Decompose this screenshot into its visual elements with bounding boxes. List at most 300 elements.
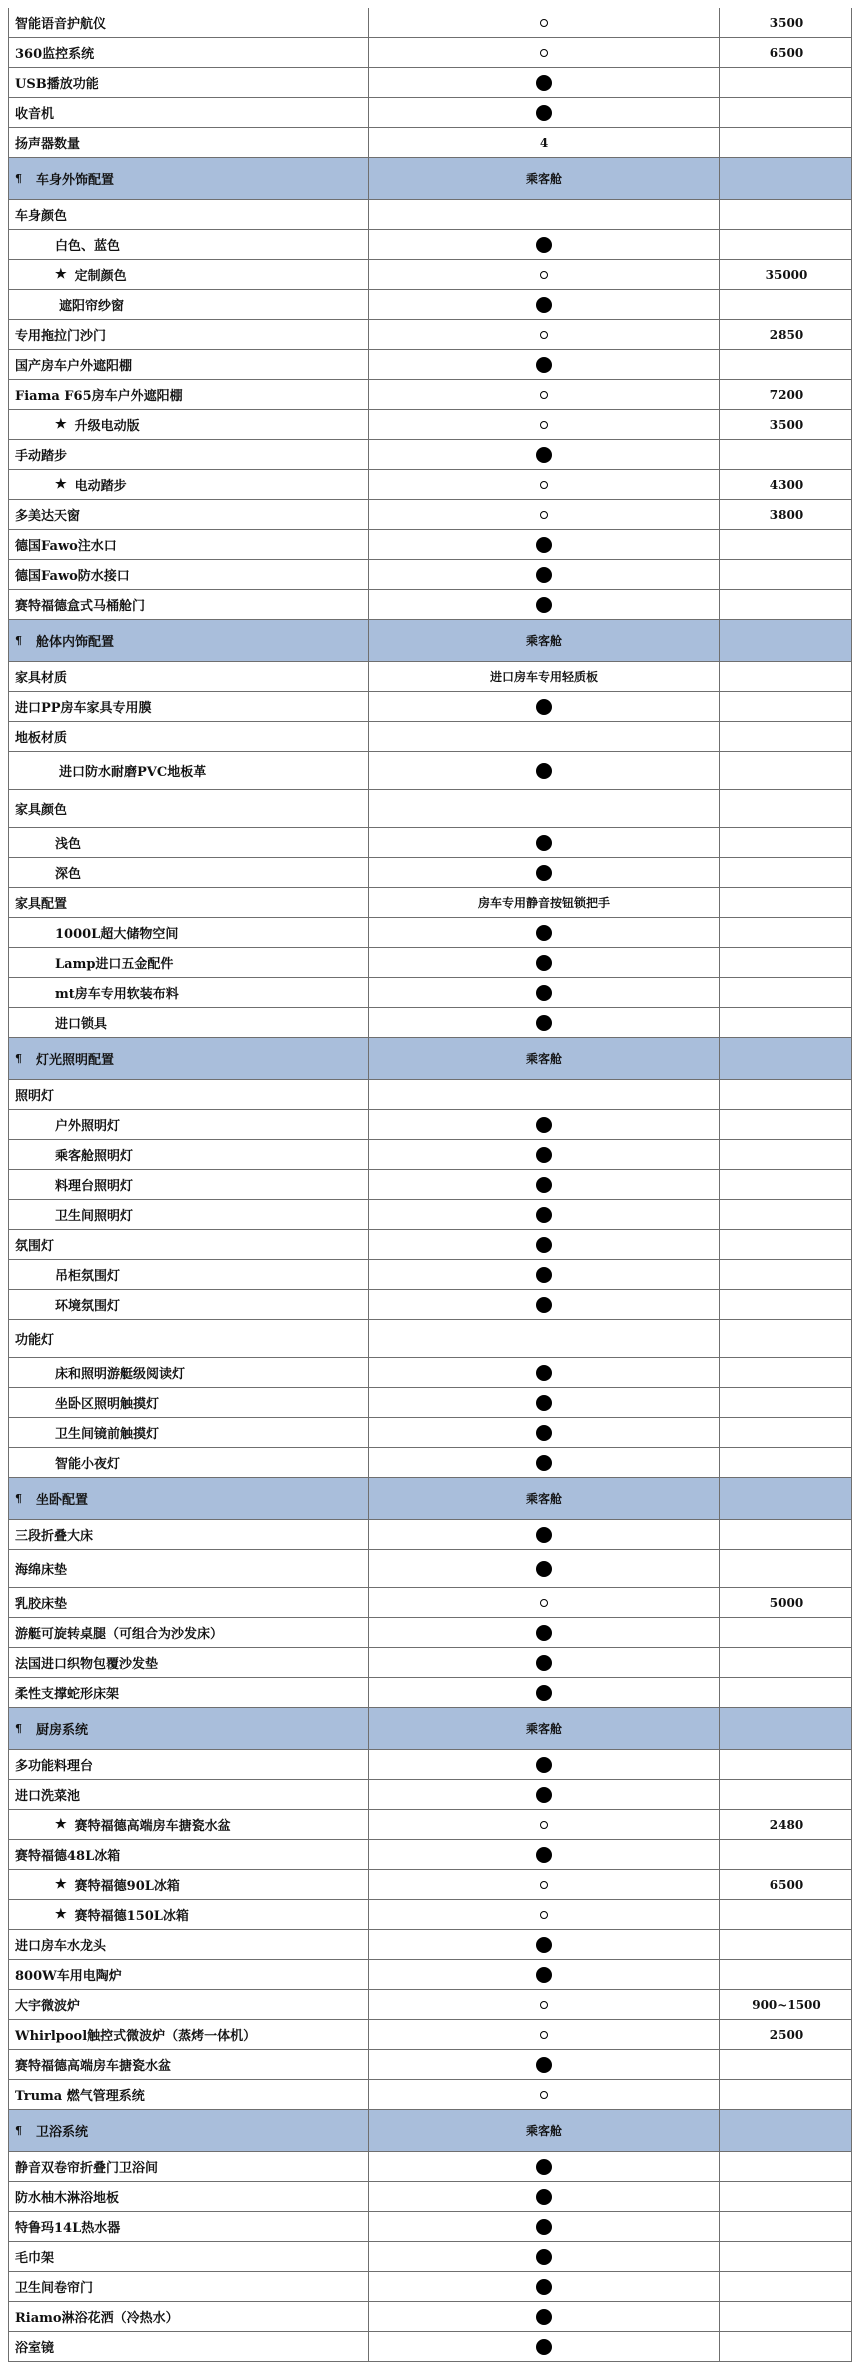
standard-cell bbox=[368, 590, 719, 619]
standard-cell bbox=[368, 1008, 719, 1037]
standard-dot-icon bbox=[536, 985, 552, 1001]
standard-cell bbox=[368, 858, 719, 887]
section-title: 坐卧配置 bbox=[36, 1493, 89, 1508]
item-name-cell bbox=[9, 1140, 368, 1169]
item-name-cell bbox=[9, 530, 368, 559]
item-name-cell bbox=[9, 948, 368, 977]
section-column-label: 乘客舱 bbox=[525, 1722, 562, 1736]
table-row bbox=[8, 1780, 852, 1810]
standard-dot-icon bbox=[536, 1147, 552, 1163]
standard-cell bbox=[368, 1230, 719, 1259]
item-price: 6500 bbox=[769, 1877, 804, 1892]
standard-dot-icon bbox=[536, 1207, 552, 1223]
table-row bbox=[8, 2080, 852, 2110]
standard-cell bbox=[368, 2332, 719, 2361]
item-name: 电动踏步 bbox=[74, 479, 127, 494]
price-cell bbox=[719, 978, 853, 1007]
item-name-cell bbox=[9, 858, 368, 887]
table-row bbox=[8, 1930, 852, 1960]
standard-cell bbox=[368, 1080, 719, 1109]
standard-cell bbox=[368, 888, 719, 917]
item-name: 特鲁玛14L热水器 bbox=[15, 2221, 121, 2236]
price-cell bbox=[719, 1358, 853, 1387]
standard-dot-icon bbox=[536, 105, 552, 121]
table-row bbox=[8, 380, 852, 410]
item-name-cell bbox=[9, 722, 368, 751]
table-row bbox=[8, 1260, 852, 1290]
standard-dot-icon bbox=[536, 1967, 552, 1983]
spec-table bbox=[8, 8, 852, 2362]
section-marker-icon: ¶ bbox=[15, 1492, 22, 1505]
item-name: 卫生间卷帘门 bbox=[15, 2281, 94, 2296]
standard-dot-icon bbox=[536, 1655, 552, 1671]
optional-circle-icon bbox=[540, 481, 548, 489]
optional-circle-icon bbox=[540, 271, 548, 279]
item-name: Lamp进口五金配件 bbox=[55, 957, 174, 972]
item-name: Fiama F65房车户外遮阳棚 bbox=[15, 389, 183, 404]
item-name-cell bbox=[9, 790, 368, 827]
price-cell bbox=[719, 828, 853, 857]
item-name: Truma 燃气管理系统 bbox=[15, 2089, 145, 2104]
standard-dot-icon bbox=[536, 699, 552, 715]
item-name: 毛巾架 bbox=[15, 2251, 55, 2266]
standard-cell bbox=[368, 2110, 719, 2151]
item-name: 床和照明游艇级阅读灯 bbox=[55, 1367, 186, 1382]
optional-circle-icon bbox=[540, 391, 548, 399]
item-name-cell bbox=[9, 410, 368, 439]
price-cell bbox=[719, 1388, 853, 1417]
standard-dot-icon bbox=[536, 1365, 552, 1381]
item-name: 防水柚木淋浴地板 bbox=[15, 2191, 120, 2206]
price-cell bbox=[719, 1750, 853, 1779]
price-cell bbox=[719, 662, 853, 691]
table-row bbox=[8, 1140, 852, 1170]
item-name: 柔性支撑蛇形床架 bbox=[15, 1687, 120, 1702]
item-name: 静音双卷帘折叠门卫浴间 bbox=[15, 2161, 159, 2176]
section-header-row bbox=[8, 620, 852, 662]
item-name: 赛特福德高端房车搪瓷水盆 bbox=[74, 1819, 231, 1834]
section-header-row bbox=[8, 158, 852, 200]
price-cell bbox=[719, 350, 853, 379]
item-name-cell bbox=[9, 1230, 368, 1259]
standard-cell bbox=[368, 1810, 719, 1839]
standard-cell bbox=[368, 1648, 719, 1677]
price-cell bbox=[719, 1200, 853, 1229]
item-name: Riamo淋浴花洒（冷热水） bbox=[15, 2311, 179, 2326]
table-row bbox=[8, 1448, 852, 1478]
item-name: 环境氛围灯 bbox=[55, 1299, 121, 1314]
item-name-cell bbox=[9, 1520, 368, 1549]
standard-cell bbox=[368, 158, 719, 199]
standard-dot-icon bbox=[536, 297, 552, 313]
item-name-cell bbox=[9, 2302, 368, 2331]
item-name-cell bbox=[9, 380, 368, 409]
standard-dot-icon bbox=[536, 955, 552, 971]
item-name: 1000L超大储物空间 bbox=[55, 927, 179, 942]
standard-dot-icon bbox=[536, 925, 552, 941]
price-cell bbox=[719, 1678, 853, 1707]
section-header-row bbox=[8, 1038, 852, 1080]
table-row bbox=[8, 2302, 852, 2332]
price-cell bbox=[719, 1418, 853, 1447]
standard-cell bbox=[368, 98, 719, 127]
standard-cell bbox=[368, 230, 719, 259]
price-cell bbox=[719, 1990, 853, 2019]
table-row bbox=[8, 858, 852, 888]
item-name-cell bbox=[9, 590, 368, 619]
table-row bbox=[8, 1170, 852, 1200]
price-cell bbox=[719, 290, 853, 319]
item-name: 大宇微波炉 bbox=[15, 1999, 81, 2014]
table-row bbox=[8, 98, 852, 128]
standard-cell bbox=[368, 1358, 719, 1387]
standard-dot-icon bbox=[536, 2249, 552, 2265]
standard-dot-icon bbox=[536, 1787, 552, 1803]
standard-cell bbox=[368, 1200, 719, 1229]
standard-cell bbox=[368, 692, 719, 721]
optional-circle-icon bbox=[540, 1881, 548, 1889]
standard-cell bbox=[368, 1320, 719, 1357]
standard-cell bbox=[368, 1930, 719, 1959]
item-price: 5000 bbox=[769, 1595, 804, 1610]
standard-cell bbox=[368, 1750, 719, 1779]
item-name: 海绵床垫 bbox=[15, 1563, 68, 1578]
item-name: 多美达天窗 bbox=[15, 509, 81, 524]
item-name-cell bbox=[9, 200, 368, 229]
standard-dot-icon bbox=[536, 763, 552, 779]
item-name-cell bbox=[9, 8, 368, 37]
price-cell bbox=[719, 1478, 853, 1519]
item-name-cell bbox=[9, 2080, 368, 2109]
item-name: 360监控系统 bbox=[15, 47, 95, 62]
star-icon: ★ bbox=[55, 1877, 67, 1892]
item-name-cell bbox=[9, 440, 368, 469]
table-row bbox=[8, 2182, 852, 2212]
price-cell bbox=[719, 858, 853, 887]
price-cell bbox=[719, 1260, 853, 1289]
price-cell bbox=[719, 722, 853, 751]
item-name: 扬声器数量 bbox=[15, 137, 81, 152]
price-cell bbox=[719, 918, 853, 947]
price-cell bbox=[719, 1448, 853, 1477]
optional-circle-icon bbox=[540, 2001, 548, 2009]
section-title: 卫浴系统 bbox=[36, 2125, 89, 2140]
item-name: 浴室镜 bbox=[15, 2341, 55, 2356]
section-title-cell bbox=[9, 2110, 368, 2151]
item-value: 进口房车专用轻质板 bbox=[489, 670, 598, 684]
table-row bbox=[8, 828, 852, 858]
standard-cell bbox=[368, 2080, 719, 2109]
standard-dot-icon bbox=[536, 237, 552, 253]
item-name: 户外照明灯 bbox=[55, 1119, 121, 1134]
item-name-cell bbox=[9, 2242, 368, 2271]
item-name-cell bbox=[9, 1810, 368, 1839]
section-header-row bbox=[8, 1708, 852, 1750]
table-row bbox=[8, 1520, 852, 1550]
standard-cell bbox=[368, 978, 719, 1007]
standard-cell bbox=[368, 1618, 719, 1647]
standard-cell bbox=[368, 2302, 719, 2331]
standard-dot-icon bbox=[536, 1685, 552, 1701]
price-cell bbox=[719, 1588, 853, 1617]
table-row bbox=[8, 790, 852, 828]
price-cell bbox=[719, 2152, 853, 2181]
table-row bbox=[8, 500, 852, 530]
item-name-cell bbox=[9, 1550, 368, 1587]
standard-dot-icon bbox=[536, 1625, 552, 1641]
item-name: 升级电动版 bbox=[74, 419, 140, 434]
item-name: 进口房车水龙头 bbox=[15, 1939, 107, 1954]
standard-cell bbox=[368, 1388, 719, 1417]
section-marker-icon: ¶ bbox=[15, 634, 22, 647]
table-row bbox=[8, 662, 852, 692]
table-row bbox=[8, 1110, 852, 1140]
optional-circle-icon bbox=[540, 1821, 548, 1829]
item-name: 地板材质 bbox=[15, 731, 68, 746]
item-name: 深色 bbox=[55, 867, 82, 882]
optional-circle-icon bbox=[540, 421, 548, 429]
item-name-cell bbox=[9, 1930, 368, 1959]
price-cell bbox=[719, 620, 853, 661]
item-name: 赛特福德高端房车搪瓷水盆 bbox=[15, 2059, 172, 2074]
price-cell bbox=[719, 692, 853, 721]
item-name: 游艇可旋转桌腿（可组合为沙发床） bbox=[15, 1627, 224, 1642]
price-cell bbox=[719, 2110, 853, 2151]
table-row bbox=[8, 1008, 852, 1038]
item-name: 进口锁具 bbox=[55, 1017, 108, 1032]
section-column-label: 乘客舱 bbox=[525, 1492, 562, 1506]
price-cell bbox=[719, 1320, 853, 1357]
table-row bbox=[8, 2242, 852, 2272]
item-name-cell bbox=[9, 320, 368, 349]
table-row bbox=[8, 2332, 852, 2362]
item-name: 智能语音护航仪 bbox=[15, 17, 107, 32]
item-name-cell bbox=[9, 1170, 368, 1199]
standard-cell bbox=[368, 290, 719, 319]
item-name: mt房车专用软装布料 bbox=[55, 987, 179, 1002]
table-row bbox=[8, 888, 852, 918]
standard-dot-icon bbox=[536, 2219, 552, 2235]
item-name: 乘客舱照明灯 bbox=[55, 1149, 134, 1164]
item-name-cell bbox=[9, 888, 368, 917]
price-cell bbox=[719, 1960, 853, 1989]
item-name-cell bbox=[9, 1200, 368, 1229]
star-icon: ★ bbox=[55, 477, 67, 492]
item-price: 2480 bbox=[769, 1817, 804, 1832]
item-name: 三段折叠大床 bbox=[15, 1529, 94, 1544]
standard-dot-icon bbox=[536, 865, 552, 881]
table-row bbox=[8, 230, 852, 260]
item-name-cell bbox=[9, 1388, 368, 1417]
standard-dot-icon bbox=[536, 1937, 552, 1953]
price-cell bbox=[719, 2020, 853, 2049]
standard-dot-icon bbox=[536, 537, 552, 553]
price-cell bbox=[719, 1038, 853, 1079]
item-name-cell bbox=[9, 350, 368, 379]
standard-cell bbox=[368, 1038, 719, 1079]
item-price: 4300 bbox=[769, 477, 804, 492]
item-name-cell bbox=[9, 2050, 368, 2079]
price-cell bbox=[719, 1520, 853, 1549]
standard-cell bbox=[368, 790, 719, 827]
item-name: USB播放功能 bbox=[15, 77, 99, 92]
item-name: 多功能料理台 bbox=[15, 1759, 94, 1774]
price-cell bbox=[719, 1110, 853, 1139]
standard-cell bbox=[368, 2242, 719, 2271]
standard-cell bbox=[368, 948, 719, 977]
table-row bbox=[8, 2050, 852, 2080]
standard-cell bbox=[368, 560, 719, 589]
standard-cell bbox=[368, 1990, 719, 2019]
price-cell bbox=[719, 752, 853, 789]
optional-circle-icon bbox=[540, 331, 548, 339]
standard-dot-icon bbox=[536, 1425, 552, 1441]
item-name-cell bbox=[9, 1588, 368, 1617]
optional-circle-icon bbox=[540, 49, 548, 57]
item-name-cell bbox=[9, 828, 368, 857]
item-name: 进口PP房车家具专用膜 bbox=[15, 701, 152, 716]
item-name: 遮阳帘纱窗 bbox=[59, 299, 125, 314]
item-name: 进口防水耐磨PVC地板革 bbox=[59, 765, 207, 780]
table-row bbox=[8, 1388, 852, 1418]
table-row bbox=[8, 1678, 852, 1708]
standard-cell bbox=[368, 1780, 719, 1809]
standard-cell bbox=[368, 200, 719, 229]
standard-dot-icon bbox=[536, 357, 552, 373]
standard-cell bbox=[368, 128, 719, 157]
standard-cell bbox=[368, 440, 719, 469]
price-cell bbox=[719, 2050, 853, 2079]
item-name-cell bbox=[9, 2020, 368, 2049]
item-name-cell bbox=[9, 560, 368, 589]
table-row bbox=[8, 1870, 852, 1900]
table-row bbox=[8, 1358, 852, 1388]
item-name-cell bbox=[9, 1080, 368, 1109]
table-row bbox=[8, 590, 852, 620]
item-name-cell bbox=[9, 662, 368, 691]
item-name: 法国进口织物包覆沙发垫 bbox=[15, 1657, 159, 1672]
standard-cell bbox=[368, 260, 719, 289]
item-name-cell bbox=[9, 1110, 368, 1139]
optional-circle-icon bbox=[540, 2031, 548, 2039]
item-value: 房车专用静音按钮锁把手 bbox=[477, 896, 610, 910]
price-cell bbox=[719, 68, 853, 97]
standard-cell bbox=[368, 2152, 719, 2181]
section-column-label: 乘客舱 bbox=[525, 172, 562, 186]
table-row bbox=[8, 200, 852, 230]
table-row bbox=[8, 320, 852, 350]
table-row bbox=[8, 1810, 852, 1840]
standard-dot-icon bbox=[536, 597, 552, 613]
section-marker-icon: ¶ bbox=[15, 172, 22, 185]
item-name-cell bbox=[9, 1960, 368, 1989]
table-row bbox=[8, 1230, 852, 1260]
table-row bbox=[8, 1750, 852, 1780]
item-name-cell bbox=[9, 1840, 368, 1869]
item-name: 照明灯 bbox=[15, 1089, 55, 1104]
table-row bbox=[8, 1618, 852, 1648]
standard-dot-icon bbox=[536, 2159, 552, 2175]
price-cell bbox=[719, 1140, 853, 1169]
standard-dot-icon bbox=[536, 2057, 552, 2073]
section-marker-icon: ¶ bbox=[15, 1052, 22, 1065]
price-cell bbox=[719, 2182, 853, 2211]
item-name-cell bbox=[9, 1618, 368, 1647]
table-row bbox=[8, 38, 852, 68]
price-cell bbox=[719, 128, 853, 157]
section-title-cell bbox=[9, 1038, 368, 1079]
standard-cell bbox=[368, 828, 719, 857]
item-name-cell bbox=[9, 500, 368, 529]
price-cell bbox=[719, 1930, 853, 1959]
price-cell bbox=[719, 470, 853, 499]
item-name-cell bbox=[9, 918, 368, 947]
item-price: 6500 bbox=[769, 45, 804, 60]
standard-cell bbox=[368, 1708, 719, 1749]
optional-circle-icon bbox=[540, 1599, 548, 1607]
table-row bbox=[8, 752, 852, 790]
table-row bbox=[8, 68, 852, 98]
table-row bbox=[8, 948, 852, 978]
standard-cell bbox=[368, 68, 719, 97]
section-column-label: 乘客舱 bbox=[525, 634, 562, 648]
table-row bbox=[8, 290, 852, 320]
standard-dot-icon bbox=[536, 2309, 552, 2325]
table-row bbox=[8, 1080, 852, 1110]
standard-cell bbox=[368, 722, 719, 751]
price-cell bbox=[719, 1648, 853, 1677]
price-cell bbox=[719, 38, 853, 67]
price-cell bbox=[719, 1170, 853, 1199]
item-name: 手动踏步 bbox=[15, 449, 68, 464]
item-name: 德国Fawo注水口 bbox=[15, 539, 117, 554]
standard-cell bbox=[368, 1678, 719, 1707]
table-row bbox=[8, 128, 852, 158]
item-name-cell bbox=[9, 1900, 368, 1929]
price-cell bbox=[719, 200, 853, 229]
item-name: 家具材质 bbox=[15, 671, 68, 686]
standard-cell bbox=[368, 1840, 719, 1869]
price-cell bbox=[719, 500, 853, 529]
item-name: 收音机 bbox=[15, 107, 55, 122]
standard-cell bbox=[368, 320, 719, 349]
price-cell bbox=[719, 1550, 853, 1587]
item-name: 料理台照明灯 bbox=[55, 1179, 134, 1194]
price-cell bbox=[719, 1870, 853, 1899]
item-price: 35000 bbox=[765, 267, 808, 282]
standard-dot-icon bbox=[536, 1117, 552, 1133]
item-name: 智能小夜灯 bbox=[55, 1457, 121, 1472]
table-row bbox=[8, 8, 852, 38]
item-name: 功能灯 bbox=[15, 1333, 55, 1348]
item-name-cell bbox=[9, 1870, 368, 1899]
standard-dot-icon bbox=[536, 567, 552, 583]
table-row bbox=[8, 1648, 852, 1678]
table-row bbox=[8, 1588, 852, 1618]
item-name: 氛围灯 bbox=[15, 1239, 55, 1254]
standard-cell bbox=[368, 380, 719, 409]
item-name: 800W车用电陶炉 bbox=[15, 1969, 122, 1984]
table-row bbox=[8, 978, 852, 1008]
standard-cell bbox=[368, 1170, 719, 1199]
item-name-cell bbox=[9, 2332, 368, 2361]
item-name: 车身颜色 bbox=[15, 209, 68, 224]
table-row bbox=[8, 560, 852, 590]
price-cell bbox=[719, 230, 853, 259]
item-name-cell bbox=[9, 1448, 368, 1477]
price-cell bbox=[719, 8, 853, 37]
table-row bbox=[8, 2272, 852, 2302]
